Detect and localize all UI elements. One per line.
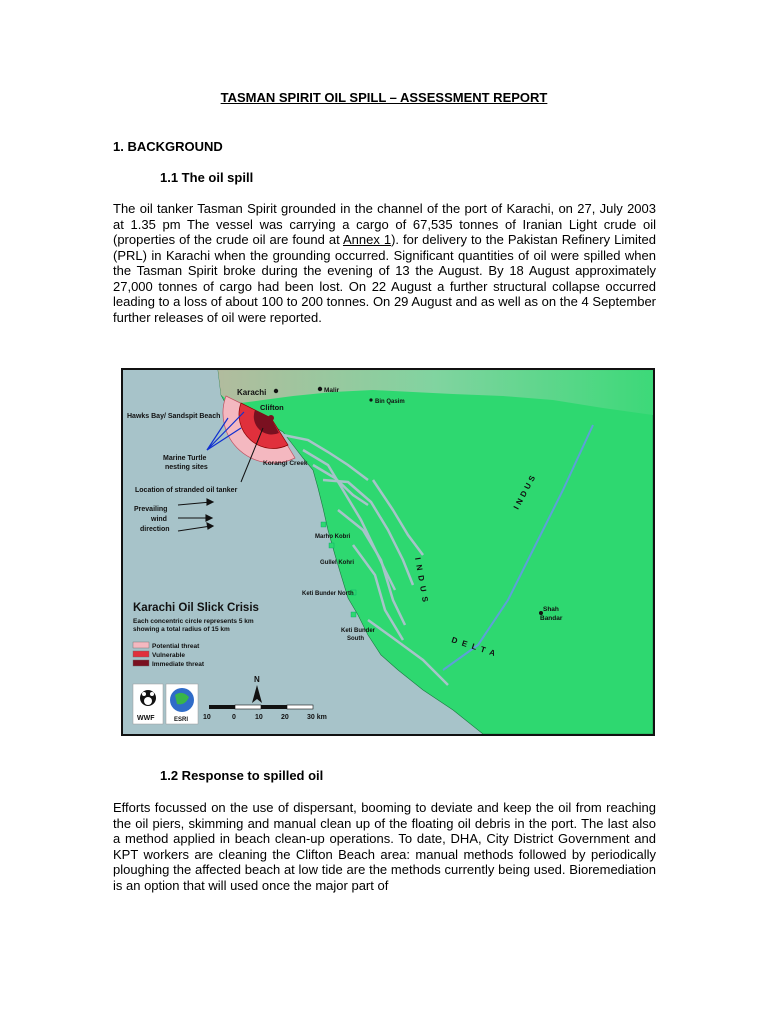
legend-swatch-vulnerable bbox=[133, 651, 149, 657]
section-background-heading: 1. BACKGROUND bbox=[113, 139, 223, 154]
label-wind-line3: direction bbox=[140, 526, 170, 533]
esri-logo-text: ESRI bbox=[174, 717, 189, 723]
label-wind-line1: Prevailing bbox=[134, 506, 168, 513]
inset-subtitle-2: showing a total radius of 15 km bbox=[133, 626, 230, 633]
legend-swatch-immediate bbox=[133, 660, 149, 666]
label-marho-kobri: Marho Kobri bbox=[315, 534, 351, 540]
para1-text-a: The oil tanker Tasman Spirit grounded in the channel of the port of Karachi, on 27, July 2003 at 1.35 pm The vessel was carrying a cargo of 67,535 tonnes of Iranian Light crude oil (properties of the crude oil are found at bbox=[113, 201, 656, 247]
inset-title: Karachi Oil Slick Crisis bbox=[133, 602, 259, 614]
annex-1-link[interactable]: Annex 1 bbox=[342, 232, 392, 247]
scale-label-1: 0 bbox=[232, 714, 236, 721]
label-keti-bunder-south-2: South bbox=[347, 636, 364, 642]
legend-label-vulnerable: Vulnerable bbox=[152, 652, 185, 659]
wwf-logo-text: WWF bbox=[137, 715, 155, 722]
response-paragraph: Efforts focussed on the use of dispersant, booming to deviate and keep the oil from reaching the oil piers, skimming and manual clean up of the floating oil debris in the port. The last also a method applied in beach clean-up operations. To date, DHA, City District Government and KPT workers are cleaning the Clifton Beach area: manual methods followed by periodically ploughing the affected beach at low tide are the methods currently being used. Bioremediation is an option that will used once the major part of bbox=[113, 800, 656, 893]
label-korangi-creek: Korangi Creek bbox=[263, 460, 308, 467]
scale-label-2: 10 bbox=[255, 714, 263, 721]
report-title: TASMAN SPIRIT OIL SPILL – ASSESSMENT REPORT bbox=[220, 90, 548, 105]
label-hawks-bay: Hawks Bay/ Sandspit Beach bbox=[127, 413, 221, 420]
inset-subtitle-1: Each concentric circle represents 5 km bbox=[133, 618, 254, 625]
label-turtle-line2: nesting sites bbox=[165, 464, 208, 471]
oil-spill-paragraph bbox=[113, 201, 656, 325]
subsection-oil-spill-heading: 1.1 The oil spill bbox=[160, 170, 254, 185]
para1-text-b: ). for delivery to the Pakistan Refinery Limited (PRL) in Karachi when the grounding occurred. Significant quantities of oil were spilled when the Tasman Spirit broke during the evening of 13 the August. By 18 August approximately 27,000 tonnes of cargo had been lost. On 22 August a further structural collapse occurred leading to a loss of about 100 to 200 tonnes. On 29 August and as well as on the 4 September further releases of oil were reported. bbox=[113, 232, 657, 325]
label-shah-bandar-1: Shah bbox=[543, 606, 559, 613]
label-shah-bandar-2: Bandar bbox=[540, 615, 563, 622]
esri-logo bbox=[166, 684, 198, 724]
wwf-logo bbox=[133, 684, 163, 724]
north-arrow-label: N bbox=[254, 675, 260, 684]
scale-label-3: 20 bbox=[281, 714, 289, 721]
label-keti-bunder-south-1: Keti Bunder bbox=[341, 628, 376, 634]
label-turtle-line1: Marine Turtle bbox=[163, 455, 207, 462]
label-gullel-kohri: Gullel Kohri bbox=[320, 560, 355, 566]
label-clifton: Clifton bbox=[260, 403, 284, 412]
karachi-oil-slick-map bbox=[121, 368, 655, 736]
scale-label-4: 30 km bbox=[307, 714, 327, 721]
label-malir: Malir bbox=[324, 387, 340, 394]
legend-swatch-potential bbox=[133, 642, 149, 648]
label-stranded-tanker: Location of stranded oil tanker bbox=[135, 487, 238, 494]
label-indus-delta-2: DELTA bbox=[450, 635, 502, 660]
legend-label-potential: Potential threat bbox=[152, 643, 200, 650]
label-indus-river: INDUS bbox=[511, 471, 539, 511]
label-wind-line2: wind bbox=[151, 516, 167, 523]
label-keti-bunder-north: Keti Bunder North bbox=[302, 591, 354, 597]
label-bin-qasim: Bin Qasim bbox=[375, 399, 405, 405]
subsection-response-heading: 1.2 Response to spilled oil bbox=[160, 768, 324, 783]
legend-label-immediate: Immediate threat bbox=[152, 661, 205, 668]
scale-label-0: 10 bbox=[203, 714, 211, 721]
label-indus-delta-1: INDUS bbox=[413, 556, 431, 608]
label-karachi: Karachi bbox=[237, 388, 267, 397]
